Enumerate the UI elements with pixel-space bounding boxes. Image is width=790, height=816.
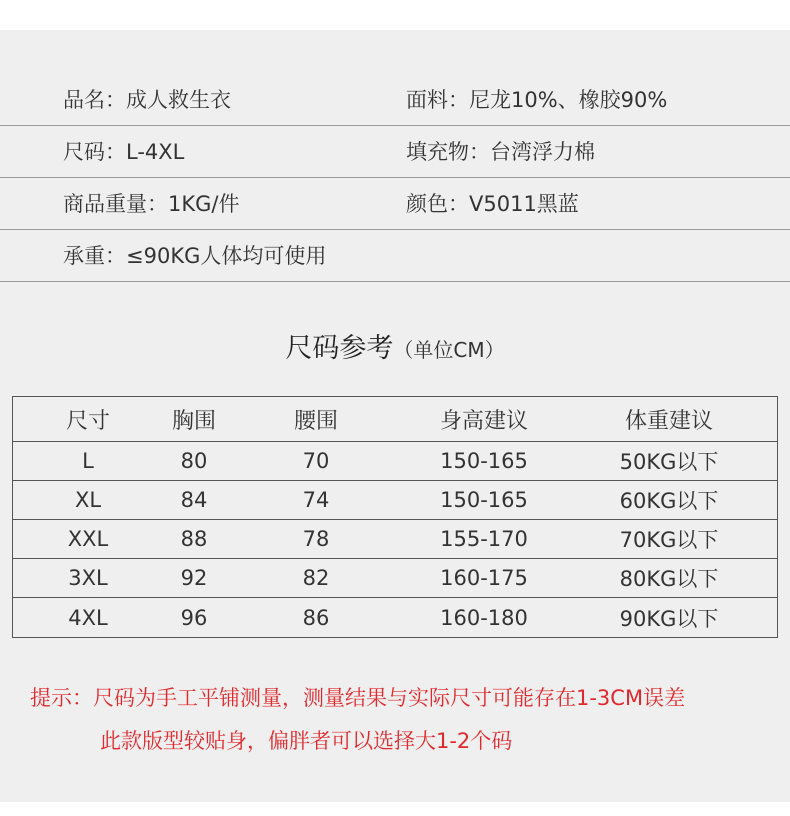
cell-weight: 70KG以下 — [619, 528, 719, 552]
cell-height: 150-165 — [440, 488, 528, 512]
spec-name: 品名：成人救生衣 — [63, 88, 231, 112]
spec-row — [0, 74, 790, 126]
cell-height: 160-180 — [440, 605, 528, 630]
cell-size: L — [82, 449, 94, 473]
size-chart-table — [12, 396, 778, 638]
cell-size: 3XL — [68, 566, 108, 590]
fit-note: 此款版型较贴身，偏胖者可以选择大1-2个码 — [100, 729, 513, 753]
cell-chest: 84 — [180, 488, 208, 512]
spec-row — [0, 126, 790, 178]
cell-waist: 70 — [302, 449, 330, 473]
header-cell-height: 身高建议 — [439, 408, 528, 434]
cell-size: XL — [74, 488, 102, 512]
cell-height: 160-175 — [440, 566, 528, 590]
header-cell-waist: 腰围 — [293, 408, 338, 434]
cell-waist: 86 — [302, 605, 330, 630]
product-spec-table — [0, 74, 790, 282]
measurement-note: 提示：尺码为手工平铺测量，测量结果与实际尺寸可能存在1-3CM误差 — [30, 686, 686, 710]
cell-weight: 60KG以下 — [619, 489, 719, 513]
cell-chest: 96 — [180, 605, 208, 630]
spec-filling: 填充物：台湾浮力棉 — [406, 140, 595, 164]
cell-size: XXL — [67, 527, 109, 551]
table-row — [13, 598, 777, 637]
size-chart-unit: （单位CM） — [393, 338, 505, 362]
cell-chest: 92 — [180, 566, 208, 590]
cell-height: 150-165 — [440, 449, 528, 473]
table-row — [13, 559, 777, 598]
size-chart-title — [0, 326, 790, 365]
table-row — [13, 481, 777, 520]
spec-row — [0, 178, 790, 230]
header-cell-size: 尺寸 — [65, 408, 110, 434]
spec-color: 颜色：V5011黑蓝 — [406, 192, 579, 216]
cell-weight: 80KG以下 — [619, 567, 719, 591]
spec-fabric: 面料：尼龙10%、橡胶90% — [406, 88, 668, 112]
spec-row — [0, 230, 790, 282]
cell-waist: 78 — [302, 527, 330, 551]
cell-waist: 74 — [302, 488, 330, 512]
cell-chest: 80 — [180, 449, 208, 473]
header-cell-weight: 体重建议 — [624, 408, 713, 434]
cell-waist: 82 — [302, 566, 330, 590]
table-row — [13, 520, 777, 559]
spec-size-range: 尺码：L-4XL — [63, 140, 185, 164]
cell-chest: 88 — [180, 527, 208, 551]
size-chart-header-row — [13, 397, 777, 442]
header-cell-chest: 胸围 — [171, 408, 216, 434]
cell-size: 4XL — [68, 605, 108, 630]
table-row — [13, 442, 777, 481]
size-chart-title-text: 尺码参考 — [285, 333, 394, 364]
spec-load-capacity: 承重：≤90KG人体均可使用 — [63, 244, 327, 268]
cell-weight: 50KG以下 — [619, 450, 719, 474]
cell-height: 155-170 — [440, 527, 528, 551]
spec-weight: 商品重量：1KG/件 — [63, 192, 240, 216]
cell-weight: 90KG以下 — [619, 606, 719, 631]
